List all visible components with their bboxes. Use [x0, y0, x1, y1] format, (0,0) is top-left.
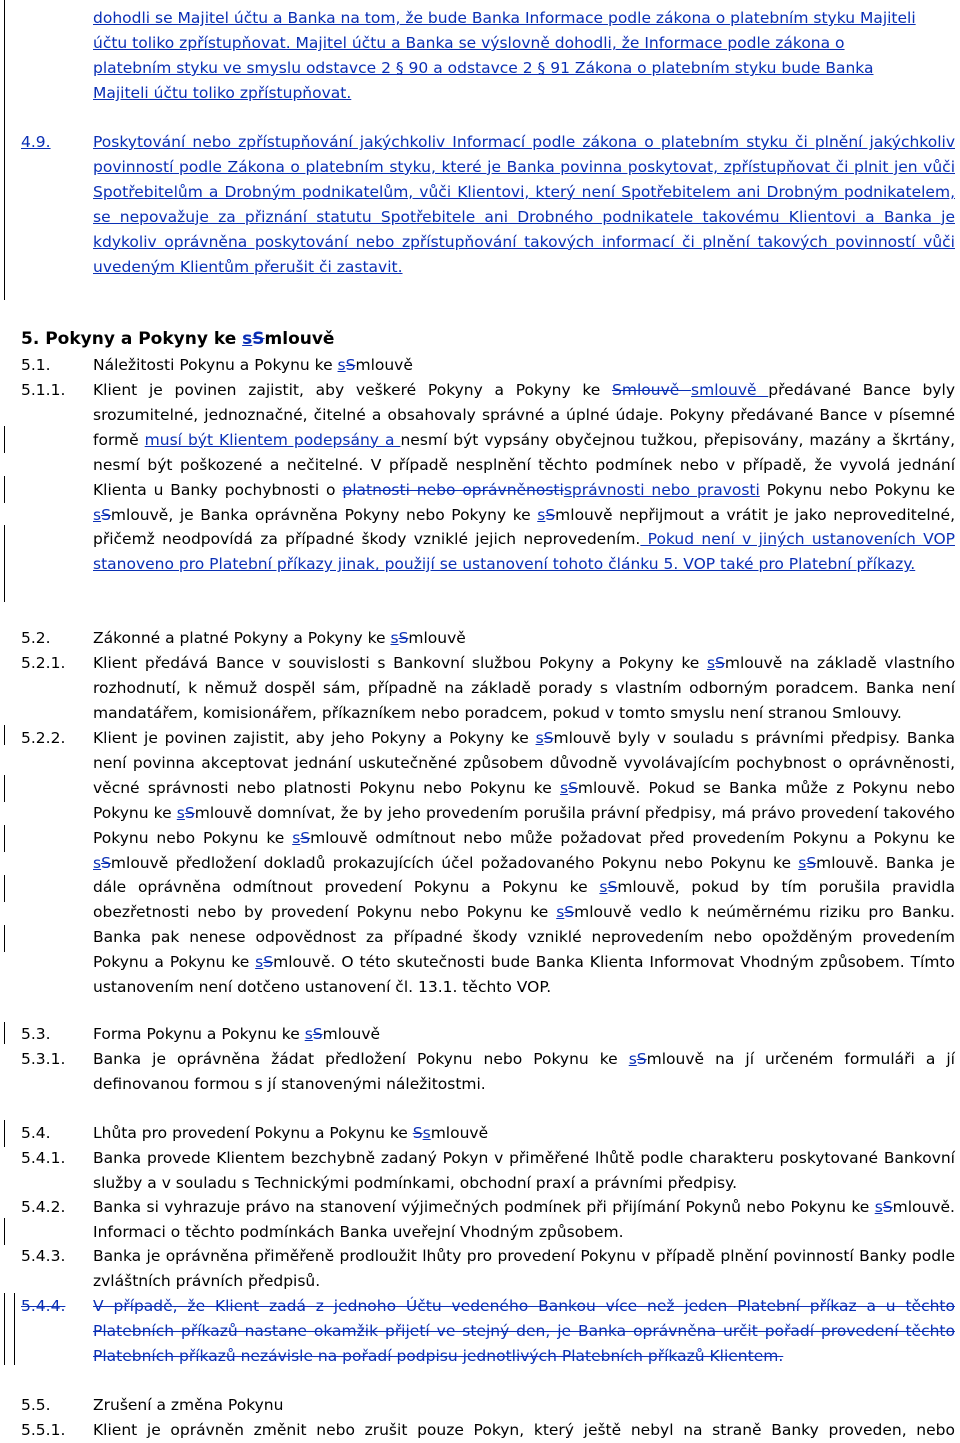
change-bar	[4, 925, 5, 952]
clause-number: 5.3.	[21, 1025, 51, 1043]
clause-number: 5.4.4.	[21, 1297, 66, 1315]
clause-text: Poskytování nebo zpřístupňování jakýchkoliv Informací podle zákona o platebním styku či plnění jakýchkoliv povinností podle Zákona o platebním styku, které je Banka povinna poskytovat, zpřístupňovat či plnit jen vůči Spotřebitelům a Drobným podnikatelům, vůči Klientovi, který není Spotřebitelem ani Drobným podnikatelem, se nepovažuje za přiznání statutu Spotřebitele ani Drobného podnikatele takovému Klientovi a Banka je kdykoliv oprávněna poskytování nebo zpřístupňování takových informací či plnění takových povinností vůči uvedeným Klientům přerušit či zastavit.	[93, 133, 955, 276]
clause-heading: Zákonné a platné Pokyny a Pokyny ke sSmlouvě	[93, 629, 466, 647]
change-bar	[4, 426, 5, 453]
clause-number: 5.2.	[21, 629, 51, 647]
clause-text: Klient předává Bance v souvislosti s Bankovní službou Pokyny a Pokyny ke sSmlouvě na základě vlastního rozhodnutí, k němuž dospěl sám, případně na základě porady s vlastním odborným poradcem. Banka není mandatářem, komisionářem, příkazníkem nebo poradcem, pokud v tomto smyslu není stranou Smlouvy.	[93, 654, 955, 722]
clause-number: 5.4.	[21, 1124, 51, 1142]
clause-text: Klient je povinen zajistit, aby veškeré Pokyny a Pokyny ke Smlouvě smlouvě předávané Bance byly srozumitelné, jednoznačné, čitelné a obsahovaly správné a úplné údaje. Pokyny předávané Bance v písemné formě musí být Klientem podepsány a nesmí být vypsány obyčejnou tužkou, přepisovány, mazány a škrtány, nesmí být poškozené a nečitelné. V případě nesplnění těchto podmínek nebo v případě, že vyvolá jednání Klienta u Banky pochybnosti o platnosti nebo oprávněnostisprávnosti nebo pravosti Pokynu nebo Pokynu ke sSmlouvě, je Banka oprávněna Pokyny nebo Pokyny ke sSmlouvě nepřijmout a vrátit je jako neproveditelné, přičemž neodpovídá za případné škody vzniklé jejich neprovedením. Pokud není v jiných ustanoveních VOP stanoveno pro Platební příkazy jinak, použijí se ustanovení tohoto článku 5. VOP také pro Platební příkazy.	[93, 381, 956, 574]
clause-number: 5.5.1.	[21, 1421, 66, 1439]
clause-heading: Forma Pokynu a Pokynu ke sSmlouvě	[93, 1025, 381, 1043]
text-line: Majiteli účtu toliko zpřístupňovat.	[93, 84, 352, 102]
clause-number: 5.1.	[21, 356, 51, 374]
change-bar	[4, 1293, 5, 1365]
clause-number: 4.9.	[21, 133, 51, 151]
clause-text: Banka je oprávněna přiměřeně prodloužit lhůty pro provedení Pokynu v případě plnění povinností Banky podle zvláštních právních předpisů.	[93, 1247, 955, 1290]
change-bar	[14, 1293, 15, 1365]
change-bar	[4, 775, 5, 802]
clause-heading: Náležitosti Pokynu a Pokynu ke sSmlouvě	[93, 356, 413, 374]
clause-heading: Lhůta pro provedení Pokynu a Pokynu ke Ssmlouvě	[93, 1124, 489, 1142]
clause-number: 5.4.1.	[21, 1149, 66, 1167]
change-bar	[4, 1120, 5, 1147]
change-bar	[4, 0, 5, 300]
clause-number: 5.2.1.	[21, 654, 66, 672]
clause-text: Banka si vyhrazuje právo na stanovení výjimečných podmínek při přijímání Pokynů nebo Pokynu ke sSmlouvě. Informaci o těchto podmínkách Banka uveřejní Vhodným způsobem.	[93, 1198, 955, 1241]
change-bar	[4, 1218, 5, 1245]
text-line: platebním styku ve smyslu odstavce 2 § 90 a odstavce 2 § 91 Zákona o platebním styku bude Banka	[93, 59, 874, 77]
clause-number: 5.4.3.	[21, 1247, 66, 1265]
clause-text: Klient je povinen zajistit, aby jeho Pokyny a Pokyny ke sSmlouvě byly v souladu s právními předpisy. Banka není povinna akceptovat jednání uskutečněné způsobem důvodně vyvolávajícím pochybnost o oprávněnosti, věcné správnosti nebo platnosti Pokynu nebo Pokynu ke sSmlouvě. Pokud se Banka může z Pokynu nebo Pokynu ke sSmlouvě domnívat, že by jeho provedením porušila právní předpisy, má právo provedení takového Pokynu nebo Pokynu ke sSmlouvě odmítnout nebo může požadovat před provedením Pokynu a Pokynu ke sSmlouvě předložení dokladů prokazujících účel požadovaného Pokynu nebo Pokynu ke sSmlouvě. Banka je dále oprávněna odmítnout provedení Pokynu a Pokynu ke sSmlouvě, pokud by tím porušila pravidla obezřetnosti nebo by provedení Pokynu nebo Pokynu ke sSmlouvě vedlo k neúměrnému riziku pro Banku. Banka pak nenese odpovědnost za případné škody vzniklé neprovedením nebo opožděným provedením Pokynu a Pokynu ke sSmlouvě. O této skutečnosti bude Banka Klienta Informovat Vhodným způsobem. Tímto ustanovením není dotčeno ustanovení čl. 13.1. těchto VOP.	[93, 729, 956, 997]
clause-number: 5.3.1.	[21, 1050, 66, 1068]
clause-number: 5.1.1.	[21, 381, 66, 399]
section-heading: 5. Pokyny a Pokyny ke sSmlouvě	[21, 329, 335, 349]
clause-heading: Zrušení a změna Pokynu	[93, 1396, 284, 1414]
change-bar	[4, 525, 5, 602]
text-line: účtu toliko zpřístupňovat. Majitel účtu a Banka se výslovně dohodli, že Informace podle zákona o	[93, 34, 845, 52]
clause-text: Banka provede Klientem bezchybně zadaný Pokyn v přiměřené lhůtě podle charakteru poskytované Bankovní služby a v souladu s Technickými podmínkami, obchodní praxí a právními předpisy.	[93, 1149, 955, 1192]
clause-number: 5.2.2.	[21, 729, 66, 747]
change-bar	[4, 875, 5, 902]
text-line: dohodli se Majitel účtu a Banka na tom, že bude Banka Informace podle zákona o platebním styku Majiteli	[93, 9, 916, 27]
change-bar	[4, 725, 5, 745]
clause-number: 5.5.	[21, 1396, 51, 1414]
clause-text: Klient je oprávněn změnit nebo zrušit pouze Pokyn, který ještě nebyl na straně Banky proveden, nebo	[93, 1421, 955, 1439]
clause-number: 5.4.2.	[21, 1198, 66, 1216]
change-bar	[4, 1022, 5, 1044]
clause-text: Banka je oprávněna žádat předložení Pokynu nebo Pokynu ke sSmlouvě na jí určeném formuláři a jí definovanou formou s jí stanovenými náležitostmi.	[93, 1050, 955, 1093]
clause-text: V případě, že Klient zadá z jednoho Účtu vedeného Bankou více než jeden Platební příkaz a u těchto Platebních příkazů nastane okamžik přijetí ve stejný den, je Banka oprávněna určit pořadí provedení těchto Platebních příkazů nezávisle na pořadí podpisu jednotlivých Platebních příkazů Klientem.	[93, 1297, 955, 1365]
change-bar	[4, 825, 5, 852]
change-bar	[4, 476, 5, 503]
